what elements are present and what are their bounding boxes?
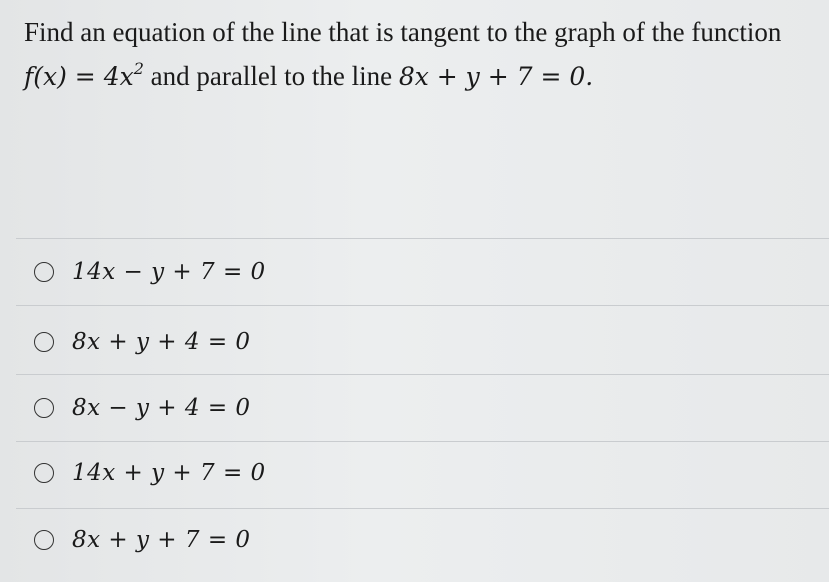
radio-button[interactable]	[34, 530, 54, 550]
answer-option-label: 8x + y + 7 = 0	[72, 527, 251, 553]
question-connector: and parallel to the line	[143, 61, 399, 91]
radio-button[interactable]	[34, 398, 54, 418]
function-expression	[24, 59, 144, 91]
function-exponent: 2	[133, 59, 144, 78]
answer-option-label: 14x − y + 7 = 0	[72, 259, 266, 285]
radio-button[interactable]	[34, 463, 54, 483]
parallel-line-equation: 8x + y + 7 = 0.	[398, 62, 594, 91]
divider	[16, 441, 829, 442]
answer-option-3[interactable]	[34, 386, 814, 430]
answer-option-label: 14x + y + 7 = 0	[72, 460, 266, 486]
answer-option-label: 8x − y + 4 = 0	[72, 395, 251, 421]
divider	[16, 305, 829, 306]
answer-option-4[interactable]	[34, 451, 814, 495]
divider	[16, 374, 829, 375]
radio-button[interactable]	[34, 262, 54, 282]
radio-button[interactable]	[34, 332, 54, 352]
question-text	[24, 10, 824, 99]
function-base: f(x) = 4x	[24, 62, 134, 91]
divider	[16, 238, 829, 239]
divider	[16, 508, 829, 509]
question-line-1: Find an equation of the line that is tangent to the graph of the function	[24, 17, 782, 47]
answer-option-2[interactable]	[34, 320, 814, 364]
answer-option-5[interactable]	[34, 518, 814, 562]
question-line-2	[24, 54, 824, 99]
answer-option-1[interactable]	[34, 250, 814, 294]
answer-option-label: 8x + y + 4 = 0	[72, 329, 251, 355]
